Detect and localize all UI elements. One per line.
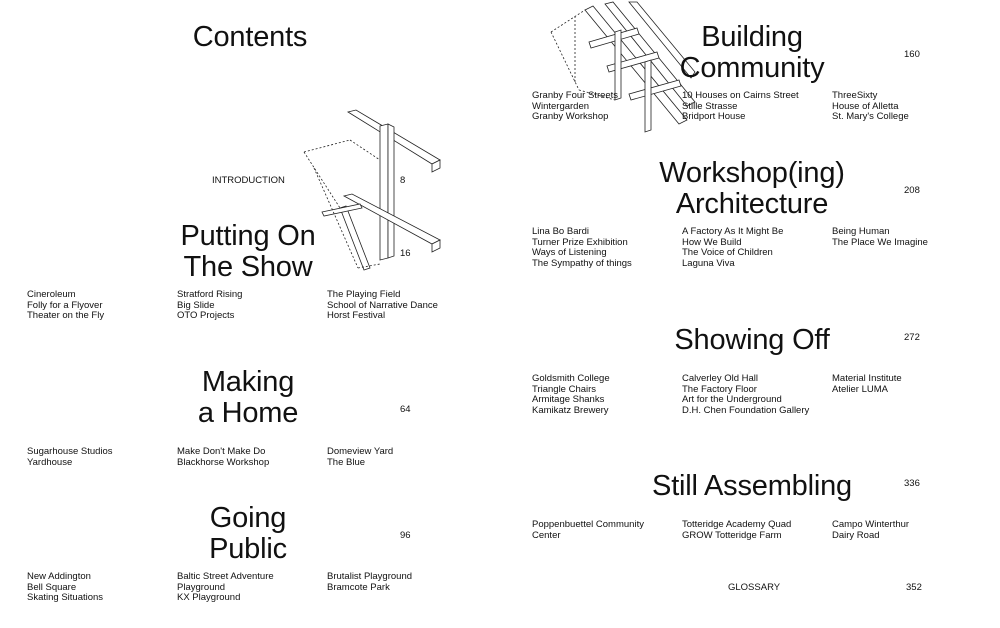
introduction-page: 8 [400,175,406,186]
project-item: School of Narrative Dance [327,299,438,311]
project-item: Granby Workshop [532,111,609,122]
project-item: Big Slide [177,299,215,311]
section-title-line: Making [201,366,295,398]
page-title: Contents [192,21,308,53]
section-title-line: Putting On [180,220,316,252]
glossary-label: GLOSSARY [728,582,781,593]
section-title-line: Still Assembling [652,470,852,502]
project-list-column [327,572,412,593]
project-item: Playground [177,581,226,593]
section-page-number: 160 [904,49,920,60]
section-title-line: Building [701,21,803,53]
project-item: Baltic Street Adventure [177,571,274,582]
project-item: Bell Square [27,581,77,593]
project-item: D.H. Chen Foundation Gallery [682,404,810,416]
project-item: Sugarhouse Studios [27,446,113,457]
project-item: Campo Winterthur [832,519,910,530]
project-list-column [832,374,902,395]
project-item: Horst Festival [327,310,386,321]
section-title-workshoping-architecture [632,158,872,220]
project-item: Granby Four Streets [532,90,619,101]
project-item: Theater on the Fly [27,310,105,321]
project-item: The Sympathy of things [532,257,632,269]
project-list-column [832,227,928,248]
project-item: New Addington [27,571,91,582]
project-item: How We Build [682,236,742,248]
project-list-column [532,374,610,416]
project-item: Domeview Yard [327,446,394,457]
project-list-column [177,572,274,604]
project-item: GROW Totteridge Farm [682,529,782,541]
section-title-line: Public [209,533,287,565]
project-item: ThreeSixty [832,90,878,101]
project-item: KX Playground [177,592,241,603]
project-list-column [682,374,809,416]
section-page-number: 272 [904,332,920,343]
project-item: Triangle Chairs [532,383,597,395]
project-item: 10 Houses on Cairns Street [682,90,799,101]
project-item: Brutalist Playground [327,571,413,582]
project-item: Make Don't Make Do [177,446,266,457]
project-item: The Blue [327,456,366,468]
project-list-column [832,91,909,123]
section-title-showing-off [642,325,862,356]
project-list-column [532,91,618,123]
project-list-column [682,227,783,269]
project-item: House of Alletta [832,100,899,112]
section-title-still-assembling [622,471,882,502]
project-item: Lina Bo Bardi [532,226,590,237]
project-item: Ways of Listening [532,247,607,258]
project-item: Material Institute [832,373,902,384]
project-item: Being Human [832,226,890,237]
project-item: The Place We Imagine [832,236,928,248]
project-list-column [682,520,791,541]
project-list-column [327,290,438,322]
project-item: Center [532,529,561,541]
project-list-column [27,572,103,604]
project-list-column [682,91,799,123]
project-item: OTO Projects [177,310,235,321]
project-item: Armitage Shanks [532,394,605,405]
project-item: Poppenbuettel Community [532,519,644,530]
project-item: Cineroleum [27,289,76,300]
project-list-column [177,290,242,322]
project-item: Skating Situations [27,592,104,603]
project-item: Totteridge Academy Quad [682,519,792,530]
project-item: Wintergarden [532,100,590,112]
project-item: Atelier LUMA [832,383,888,395]
project-item: Bridport House [682,111,746,122]
project-list-column [27,290,104,322]
section-page-number: 96 [400,530,411,541]
glossary-page: 352 [906,582,922,593]
section-title-line: a Home [197,397,299,429]
project-item: Folly for a Flyover [27,299,103,311]
project-item: Kamikatz Brewery [532,404,609,416]
section-title-going-public [148,503,348,565]
project-item: Turner Prize Exhibition [532,236,628,248]
project-item: Bramcote Park [327,581,390,593]
section-page-number: 64 [400,404,411,415]
section-title-line: Architecture [675,188,829,220]
project-item: Art for the Underground [682,394,782,405]
section-title-line: The Show [183,251,313,283]
project-list-column [27,447,113,468]
project-list-column [177,447,269,468]
section-title-line: Workshop(ing) [659,157,845,189]
project-item: Stille Strasse [682,100,738,112]
section-title-putting-on-the-show [143,221,353,283]
project-list-column [532,227,632,269]
project-list-column [327,447,393,468]
section-title-line: Going [209,502,287,534]
project-item: Goldsmith College [532,373,610,384]
project-item: Dairy Road [832,529,880,541]
project-list-column [532,520,644,541]
project-item: The Playing Field [327,289,401,300]
project-item: Stratford Rising [177,289,243,300]
project-item: Blackhorse Workshop [177,456,270,468]
section-title-line: Showing Off [674,324,830,356]
project-item: The Voice of Children [682,247,773,258]
project-item: Yardhouse [27,456,73,468]
project-item: Calverley Old Hall [682,373,759,384]
introduction-label: INTRODUCTION [212,175,285,186]
section-page-number: 336 [904,478,920,489]
project-item: The Factory Floor [682,383,757,395]
section-title-line: Community [679,52,825,84]
project-item: A Factory As It Might Be [682,226,784,237]
project-item: St. Mary's College [832,111,909,122]
section-page-number: 208 [904,185,920,196]
section-page-number: 16 [400,248,411,259]
project-list-column [832,520,909,541]
section-title-making-a-home [148,367,348,429]
project-item: Laguna Viva [682,257,735,269]
section-title-building-community [642,22,862,84]
